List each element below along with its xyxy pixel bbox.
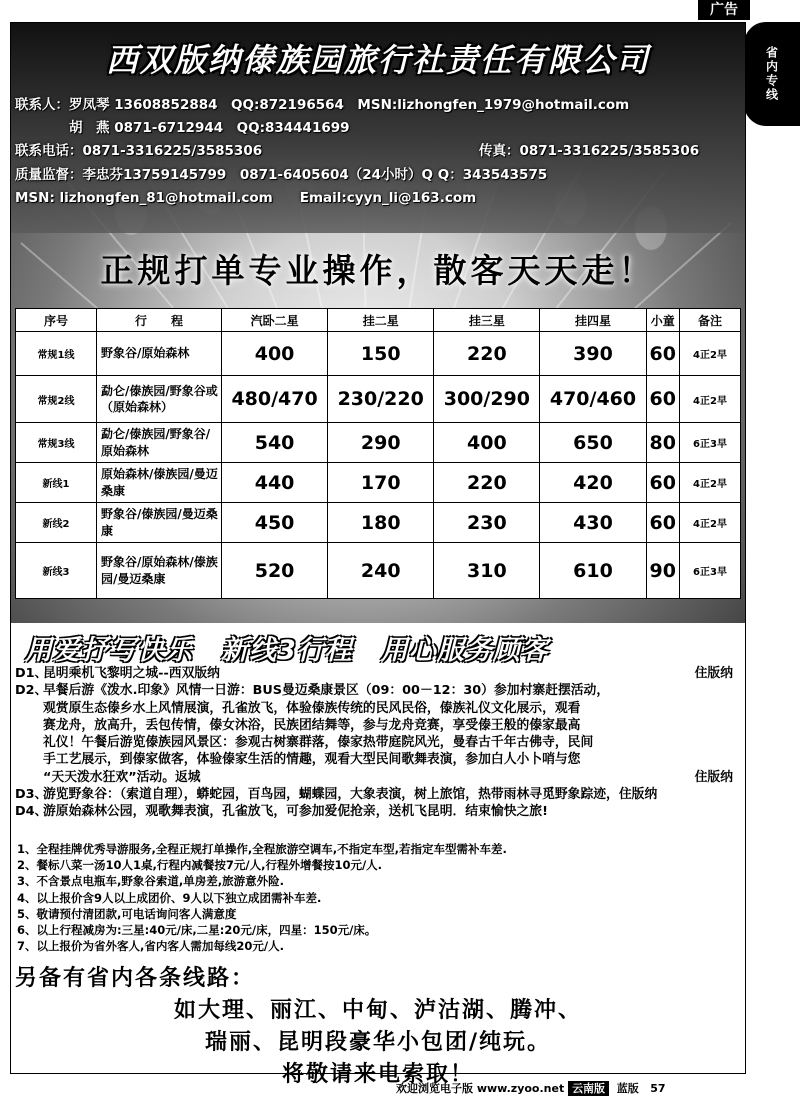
contact-line-1: 联系人：罗凤琴 13608852884 QQ:872196564 MSN:lizhongfen_1979@hotmail.com	[15, 97, 630, 113]
day-2-text-line: 手工艺展示，到傣家做客，体验傣家生活的情趣，观看大型民间歌舞表演，参加白人小卜哨与您	[43, 752, 581, 768]
route-name: 勐仑/傣族园/野象谷/原始森林	[97, 423, 222, 463]
meal-note: 4正2早	[680, 463, 741, 503]
table-row	[16, 376, 741, 423]
footer-color: 蓝版	[616, 1082, 639, 1095]
price-bus-2star: 540	[222, 423, 328, 463]
day-2-text-line: 礼仪！午餐后游览傣族园风景区：参观古树寨群落，傣家热带庭院风光，曼春古千年古佛寺，民间	[43, 735, 594, 751]
col-header: 挂三星	[434, 309, 540, 332]
table-row	[16, 423, 741, 463]
price-child: 60	[646, 463, 679, 503]
table-row	[16, 332, 741, 376]
price-bus-2star: 480/470	[222, 376, 328, 423]
route-name: 野象谷/原始森林/傣族园/曼迈桑康	[97, 543, 222, 599]
price-bus-2star: 440	[222, 463, 328, 503]
route-number: 常规1线	[16, 332, 97, 376]
price-4star: 610	[540, 543, 646, 599]
msn-email-line: MSN: lizhongfen_81@hotmail.com Email:cyyn_li@163.com	[15, 190, 477, 206]
day-label: D3、	[15, 787, 48, 803]
day-2-stay: 住版纳	[694, 769, 733, 785]
note-item: 4、以上报价含9人以上成团价、9人以下独立成团需补车差.	[17, 890, 322, 905]
slogan-headline: 正规打单专业操作，散客天天走！	[100, 251, 656, 290]
notes-list	[17, 841, 741, 954]
more-routes-cta: 将敬请来电索取！	[281, 1062, 474, 1087]
price-2star: 170	[328, 463, 434, 503]
side-tab	[744, 22, 800, 126]
price-2star: 240	[328, 543, 434, 599]
note-item: 5、敬请预付清团款,可电话询问客人满意度	[17, 906, 237, 921]
col-header: 序号	[16, 309, 97, 332]
price-child: 90	[646, 543, 679, 599]
note-item: 1、全程挂牌优秀导游服务,全程正规打单操作,全程旅游空调车,不指定车型,若指定车型需补车差.	[17, 842, 507, 856]
table-row	[16, 463, 741, 503]
meal-note: 6正3早	[680, 423, 741, 463]
itinerary-day-4	[15, 803, 739, 820]
more-routes-heading: 另备有省内各条线路：	[15, 966, 256, 991]
price-child: 60	[646, 503, 679, 543]
price-bus-2star: 520	[222, 543, 328, 599]
route-number: 新线3	[16, 543, 97, 599]
day-3-text: 游览野象谷：（索道自理），蟒蛇园，百鸟园，蝴蝶园，大象表演，树上旅馆，热带雨林寻觅野象踪迹，住版纳	[43, 787, 658, 803]
col-header: 备注	[680, 309, 741, 332]
side-tab-label: 省内专线	[764, 46, 779, 102]
ad-frame	[10, 22, 746, 1087]
price-3star: 300/290	[434, 376, 540, 423]
note-item: 3、不含景点电瓶车,野象谷索道,单房差,旅游意外险.	[17, 874, 284, 889]
day-label: D4、	[15, 804, 48, 820]
day-2-text-line: 早餐后游《泼水.印象》风情一日游：BUS曼迈桑康景区（09：00－12：30）参加村寨赶摆活动，	[43, 683, 610, 699]
price-2star: 150	[328, 332, 434, 376]
col-header: 挂二星	[328, 309, 434, 332]
page-number: 57	[650, 1082, 666, 1095]
col-header: 汽卧二星	[222, 309, 328, 332]
route-number: 新线1	[16, 463, 97, 503]
day-1-text: 昆明乘机飞黎明之城--西双版纳	[43, 666, 220, 681]
itinerary-day-1	[15, 665, 739, 682]
day-2-text-line: 赛龙舟，放高升，丢包传情，傣女沐浴，民族团结舞等，参与龙舟竞赛，享受傣王般的傣家最高	[43, 717, 581, 733]
day-2-text-line: 观赏原生态傣乡水上风情展演，孔雀放飞，体验傣族传统的民风民俗，傣族礼仪文化展示，观看	[43, 700, 581, 716]
table-row	[16, 503, 741, 543]
note-item: 6、以上行程减房为:三星:40元/床,二星:20元/床，四星：150元/床。	[17, 923, 377, 938]
company-name: 西双版纳傣族园旅行社责任有限公司	[105, 41, 650, 79]
page-footer	[396, 1080, 776, 1096]
day-label: D2、	[15, 683, 48, 699]
note-item: 7、以上报价为省外客人,省内客人需加每线20元/人.	[17, 939, 284, 954]
footer-region: 云南版	[568, 1081, 609, 1096]
price-bus-2star: 450	[222, 503, 328, 543]
price-4star: 390	[540, 332, 646, 376]
contact-line-2: 胡 燕 0871-6712944 QQ:834441699	[15, 120, 350, 136]
price-3star: 220	[434, 463, 540, 503]
price-table	[15, 308, 741, 599]
price-3star: 230	[434, 503, 540, 543]
price-child: 80	[646, 423, 679, 463]
fax-line: 传真：0871-3316225/3585306	[479, 143, 700, 159]
meal-note: 4正2早	[680, 376, 741, 423]
itinerary-day-2	[15, 682, 739, 699]
contact-phone: 联系电话：0871-3316225/3585306	[15, 143, 263, 159]
itinerary-day-3	[15, 786, 739, 803]
itinerary	[15, 665, 739, 821]
route-name: 野象谷/傣族园/曼迈桑康	[97, 503, 222, 543]
price-3star: 310	[434, 543, 540, 599]
route-name: 野象谷/原始森林	[97, 332, 222, 376]
price-3star: 220	[434, 332, 540, 376]
meal-note: 4正2早	[680, 503, 741, 543]
more-routes-line: 如大理、丽江、中甸、泸沽湖、腾冲、	[173, 998, 582, 1023]
price-child: 60	[646, 376, 679, 423]
day-4-text: 游原始森林公园，观歌舞表演，孔雀放飞，可参加爱伲抢亲，送机飞昆明．结束愉快之旅!	[43, 804, 548, 820]
price-4star: 650	[540, 423, 646, 463]
day-1-stay: 住版纳	[694, 666, 733, 681]
table-row	[16, 543, 741, 599]
price-2star: 180	[328, 503, 434, 543]
price-3star: 400	[434, 423, 540, 463]
route-number: 常规3线	[16, 423, 97, 463]
price-2star: 230/220	[328, 376, 434, 423]
col-header: 小童	[646, 309, 679, 332]
table-header-row	[16, 309, 741, 332]
route-number: 常规2线	[16, 376, 97, 423]
meal-note: 6正3早	[680, 543, 741, 599]
price-child: 60	[646, 332, 679, 376]
route-number: 新线2	[16, 503, 97, 543]
col-header: 行 程	[97, 309, 222, 332]
quality-supervision: 质量监督：李忠芬13759145799 0871-6405604（24小时）Q Q：343543575	[15, 167, 548, 183]
price-4star: 420	[540, 463, 646, 503]
note-item: 2、餐标八菜一汤10人1桌,行程内减餐按7元/人,行程外增餐按10元/人.	[17, 858, 383, 873]
day-2-text-line: “天天泼水狂欢”活动。返城	[43, 769, 201, 785]
itinerary-day-2-end	[15, 769, 739, 786]
price-2star: 290	[328, 423, 434, 463]
more-routes	[11, 963, 745, 1091]
footer-browse: 欢迎浏览电子版 www.zyoo.net	[396, 1082, 565, 1095]
ad-tag: 广告	[698, 0, 750, 20]
route-name: 勐仑/傣族园/野象谷或（原始森林）	[97, 376, 222, 423]
price-bus-2star: 400	[222, 332, 328, 376]
route-name: 原始森林/傣族园/曼迈桑康	[97, 463, 222, 503]
price-4star: 470/460	[540, 376, 646, 423]
price-4star: 430	[540, 503, 646, 543]
slogan-banner: 用爱抒写快乐 新线3行程 用心服务顾客	[25, 635, 549, 666]
meal-note: 4正2早	[680, 332, 741, 376]
more-routes-line: 瑞丽、昆明段豪华小包团/纯玩。	[204, 1030, 552, 1055]
day-label: D1、	[15, 666, 48, 681]
col-header: 挂四星	[540, 309, 646, 332]
